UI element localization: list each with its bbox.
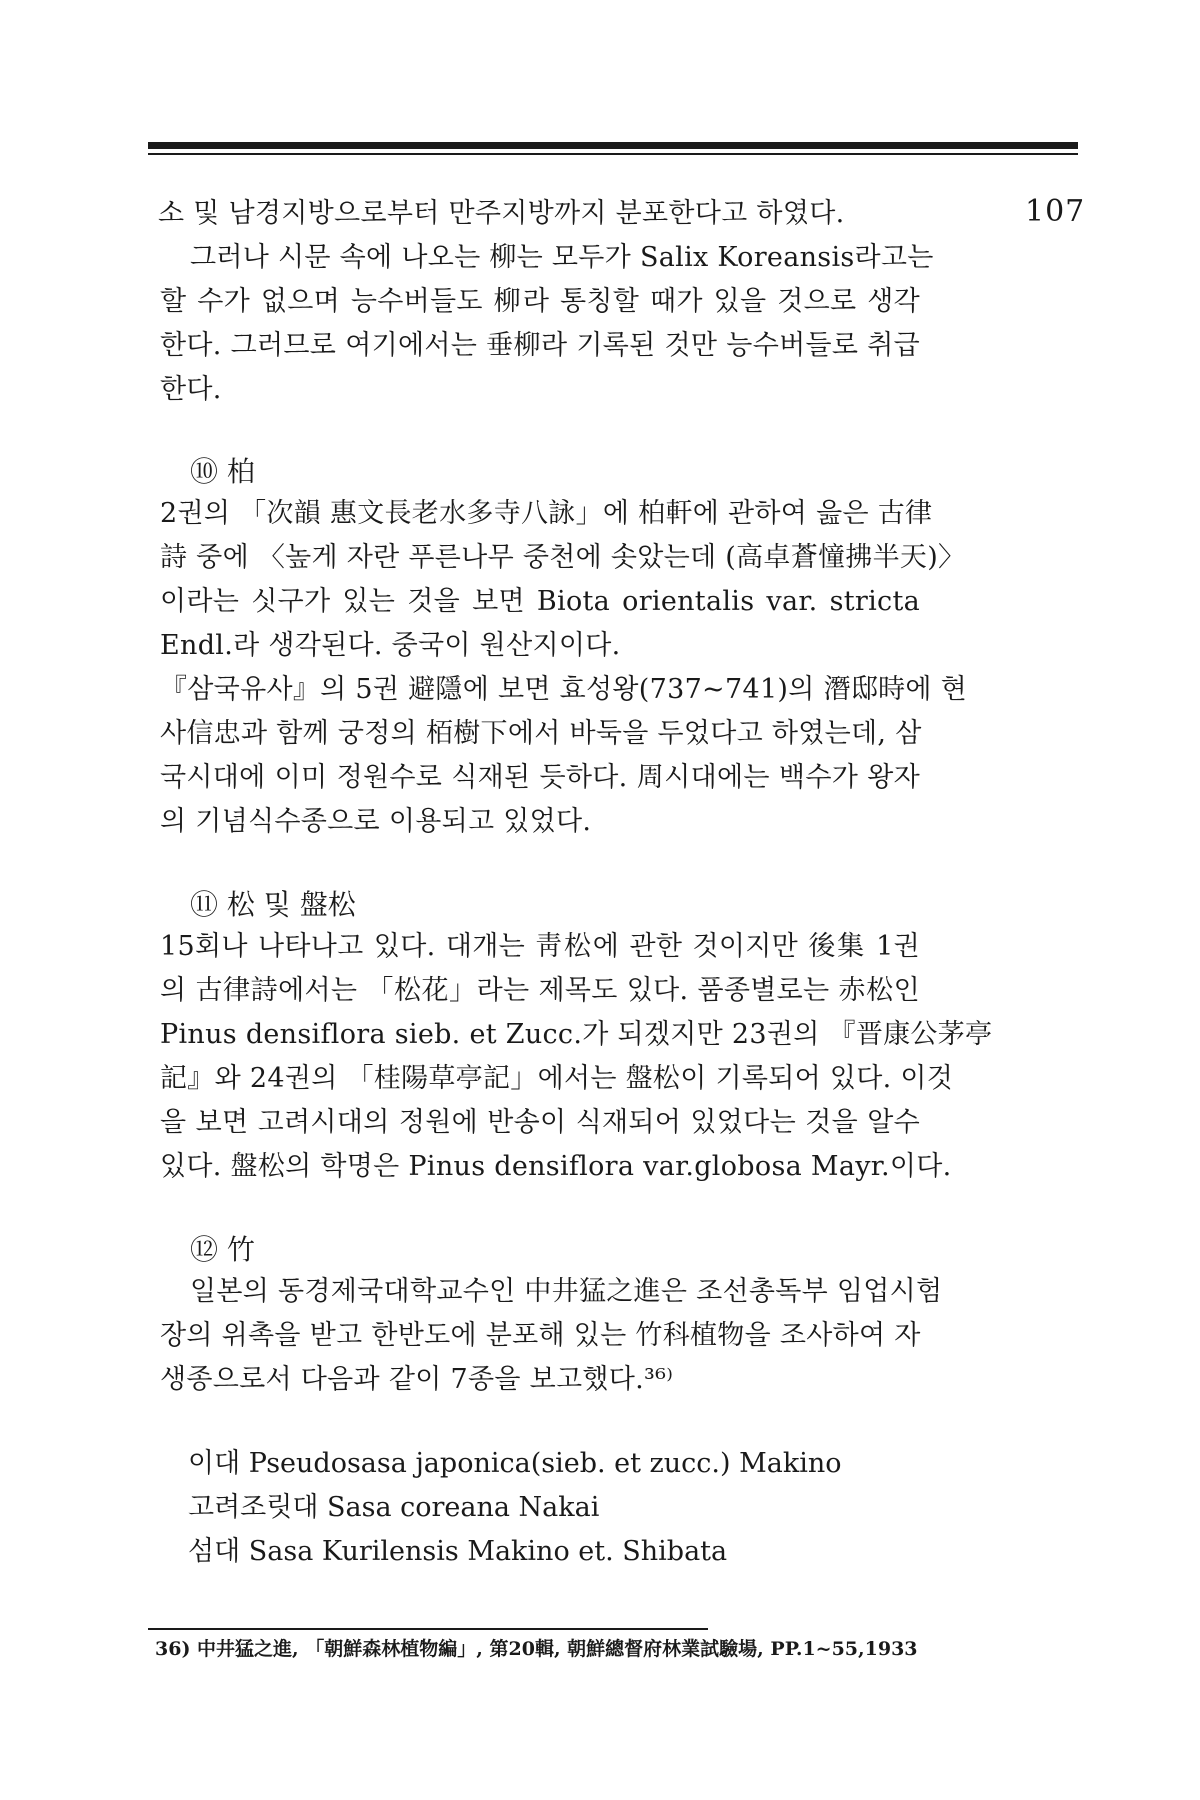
text-line: 그러나 시문 속에 나오는 柳는 모두가 Salix Koreansis라고는 — [190, 242, 934, 273]
text-line: 2권의 「次韻 惠文長老水多寺八詠」에 柏軒에 관하여 읊은 古律 — [160, 498, 933, 529]
text-line: 할 수가 없으며 능수버들도 柳라 통칭할 때가 있을 것으로 생각 — [160, 286, 920, 317]
text-line: 한다. 그러므로 여기에서는 垂柳라 기록된 것만 능수버들로 취급 — [160, 330, 920, 361]
footnote-rule — [148, 1628, 708, 1630]
text-line: 사信忠과 함께 궁정의 栢樹下에서 바둑을 두었다고 하였는데, 삼 — [160, 718, 922, 749]
text-line: Endl.라 생각된다. 중국이 원산지이다. — [160, 630, 621, 661]
text-line: 詩 중에 〈높게 자란 푸른나무 중천에 솟았는데 (高卓蒼憧拂半天)〉 — [160, 542, 966, 573]
header-rule-thin — [148, 153, 1078, 155]
text-line: 記』와 24권의 「桂陽草亭記」에서는 盤松이 기록되어 있다. 이것 — [160, 1063, 954, 1094]
text-line: 『삼국유사』의 5권 避隱에 보면 효성왕(737~741)의 潛邸時에 현 — [160, 674, 968, 705]
section-heading-12: ⑫ 竹 — [190, 1233, 255, 1266]
header-rule — [148, 142, 1078, 149]
footnote: 36) 中井猛之進, 「朝鮮森林植物編」, 第20輯, 朝鮮總督府林業試驗場, PP.1~55,1933 — [155, 1638, 918, 1660]
text-line: 있다. 盤松의 학명은 Pinus densiflora var.globosa Mayr.이다. — [160, 1151, 952, 1182]
text-line: 을 보면 고려시대의 정원에 반송이 식재되어 있었다는 것을 알수 — [160, 1107, 920, 1138]
text-line: 이라는 싯구가 있는 것을 보면 Biota orientalis var. stricta — [160, 586, 920, 617]
text-line: 소 및 남경지방으로부터 만주지방까지 분포한다고 하였다. — [158, 198, 845, 229]
species-item: 고려조릿대 Sasa coreana Nakai — [188, 1492, 600, 1523]
text-line: 국시대에 이미 정원수로 식재된 듯하다. 周시대에는 백수가 왕자 — [160, 762, 920, 793]
text-line: Pinus densiflora sieb. et Zucc.가 되겠지만 23권의 『晋康公茅亭 — [160, 1019, 993, 1050]
text-line: 의 古律詩에서는 「松花」라는 제목도 있다. 품종별로는 赤松인 — [160, 975, 920, 1006]
text-line: 의 기념식수종으로 이용되고 있었다. — [160, 806, 592, 837]
text-line: 한다. — [160, 374, 222, 405]
species-item: 이대 Pseudosasa japonica(sieb. et zucc.) Makino — [188, 1448, 842, 1479]
section-heading-11: ⑪ 松 및 盤松 — [190, 888, 356, 921]
section-heading-10: ⑩ 柏 — [190, 455, 255, 488]
text-line: 생종으로서 다음과 같이 7종을 보고했다.³⁶⁾ — [160, 1364, 674, 1395]
page-number: 107 — [1025, 194, 1086, 229]
text-line: 장의 위촉을 받고 한반도에 분포해 있는 竹科植物을 조사하여 자 — [160, 1320, 921, 1351]
text-line: 일본의 동경제국대학교수인 中井猛之進은 조선총독부 임업시험 — [190, 1276, 943, 1307]
species-item: 섬대 Sasa Kurilensis Makino et. Shibata — [188, 1536, 728, 1567]
text-line: 15회나 나타나고 있다. 대개는 靑松에 관한 것이지만 後集 1권 — [160, 931, 920, 962]
